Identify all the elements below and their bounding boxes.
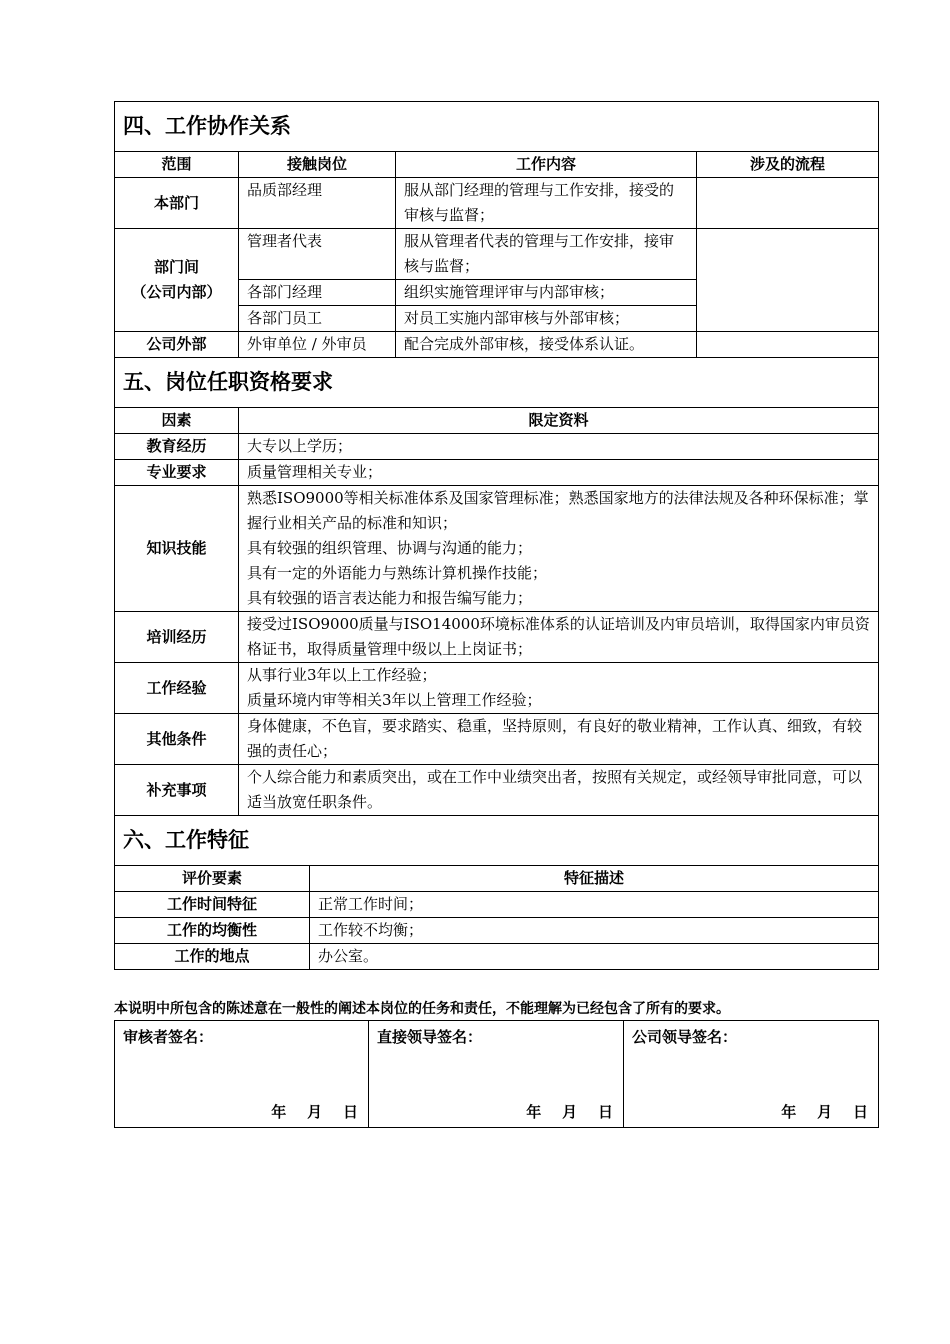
content-cell: 组织实施管理评审与内部审核； [396, 280, 697, 306]
company-leader-signature-field[interactable] [624, 1021, 879, 1128]
factor-cell: 工作的均衡性 [115, 918, 310, 944]
factor-cell: 工作的地点 [115, 944, 310, 970]
post-cell: 各部门经理 [239, 280, 396, 306]
detail-line: 身体健康，不色盲，要求踏实、稳重，坚持原则，有良好的敬业精神，工作认真、细致，有较强的责任心； [247, 717, 863, 760]
detail-line: 熟悉ISO9000等相关标准体系及国家管理标准；熟悉国家地方的法律法规及各种环保标准；掌握行业相关产品的标准和知识； [247, 489, 869, 532]
table-row [115, 944, 879, 970]
detail-line: 具有一定的外语能力与熟练计算机操作技能； [247, 564, 548, 582]
signature-date: 年 月 日 [526, 1103, 613, 1121]
factor-cell: 知识技能 [115, 486, 239, 612]
detail-cell [239, 612, 879, 663]
table-row [115, 178, 879, 229]
job-description-page [114, 101, 878, 1128]
detail-line: 大专以上学历； [247, 437, 353, 455]
cooperation-table [114, 101, 879, 358]
section-title: 四、工作协作关系 [115, 102, 879, 152]
content-cell: 对员工实施内部审核与外部审核； [396, 306, 697, 332]
column-header: 范围 [115, 152, 239, 178]
reviewer-signature-field[interactable] [115, 1021, 369, 1128]
disclaimer-note: 本说明中所包含的陈述意在一般性的阐述本岗位的任务和责任，不能理解为已经包含了所有的要求。 [114, 1001, 730, 1017]
work-feature-table [114, 815, 879, 970]
detail-line: 个人综合能力和素质突出，或在工作中业绩突出者，按照有关规定，或经领导审批同意，可以适当放宽任职条件。 [247, 768, 863, 811]
table-row [115, 612, 879, 663]
table-row [115, 918, 879, 944]
table-row [115, 765, 879, 816]
signature-label: 直接领导签名： [377, 1028, 483, 1046]
signature-table [114, 1020, 879, 1128]
content-cell: 服从管理者代表的管理与工作安排，接审核与监督； [396, 229, 697, 280]
factor-cell: 培训经历 [115, 612, 239, 663]
signature-label: 公司领导签名： [632, 1028, 738, 1046]
table-row [115, 486, 879, 612]
scope-line: 部门间 [153, 258, 199, 276]
desc-cell: 正常工作时间； [310, 892, 879, 918]
content-cell: 服从部门经理的管理与工作安排，接受的审核与监督； [396, 178, 697, 229]
qualification-table [114, 357, 879, 816]
table-row [115, 332, 879, 358]
section-title: 五、岗位任职资格要求 [115, 358, 879, 408]
column-header: 接触岗位 [239, 152, 396, 178]
process-cell [697, 229, 879, 332]
column-header: 特征描述 [310, 866, 879, 892]
detail-cell [239, 765, 879, 816]
detail-cell [239, 460, 879, 486]
table-row [115, 229, 879, 280]
detail-cell [239, 663, 879, 714]
detail-cell [239, 486, 879, 612]
factor-cell: 其他条件 [115, 714, 239, 765]
column-header: 评价要素 [115, 866, 310, 892]
detail-line: 从事行业3年以上工作经验； [247, 666, 437, 684]
factor-cell: 工作时间特征 [115, 892, 310, 918]
table-row [115, 663, 879, 714]
content-cell: 配合完成外部审核，接受体系认证。 [396, 332, 697, 358]
scope-cell [115, 229, 239, 332]
detail-line: 具有较强的语言表达能力和报告编写能力； [247, 589, 533, 607]
desc-cell: 办公室。 [310, 944, 879, 970]
signature-date: 年 月 日 [781, 1103, 868, 1121]
table-row [115, 892, 879, 918]
section-title: 六、工作特征 [115, 816, 879, 866]
direct-leader-signature-field[interactable] [369, 1021, 624, 1128]
post-cell: 管理者代表 [239, 229, 396, 280]
detail-line: 接受过ISO9000质量与ISO14000环境标准体系的认证培训及内审员培训，取得国家内审员资格证书，取得质量管理中级以上上岗证书； [247, 615, 870, 658]
scope-line: （公司内部） [131, 283, 222, 301]
column-header: 涉及的流程 [697, 152, 879, 178]
factor-cell: 专业要求 [115, 460, 239, 486]
column-header: 因素 [115, 408, 239, 434]
process-cell [697, 178, 879, 229]
post-cell: 品质部经理 [239, 178, 396, 229]
signature-date: 年 月 日 [271, 1103, 358, 1121]
factor-cell: 教育经历 [115, 434, 239, 460]
signature-label: 审核者签名： [123, 1028, 214, 1046]
detail-line: 质量环境内审等相关3年以上管理工作经验； [247, 691, 542, 709]
factor-cell: 工作经验 [115, 663, 239, 714]
post-cell: 外审单位 / 外审员 [239, 332, 396, 358]
detail-cell [239, 714, 879, 765]
desc-cell: 工作较不均衡； [310, 918, 879, 944]
factor-cell: 补充事项 [115, 765, 239, 816]
table-row [115, 434, 879, 460]
detail-line: 质量管理相关专业； [247, 463, 383, 481]
column-header: 限定资料 [239, 408, 879, 434]
table-row [115, 460, 879, 486]
table-row [115, 714, 879, 765]
scope-cell: 本部门 [115, 178, 239, 229]
post-cell: 各部门员工 [239, 306, 396, 332]
process-cell [697, 332, 879, 358]
column-header: 工作内容 [396, 152, 697, 178]
detail-cell [239, 434, 879, 460]
detail-line: 具有较强的组织管理、协调与沟通的能力； [247, 539, 533, 557]
scope-cell: 公司外部 [115, 332, 239, 358]
